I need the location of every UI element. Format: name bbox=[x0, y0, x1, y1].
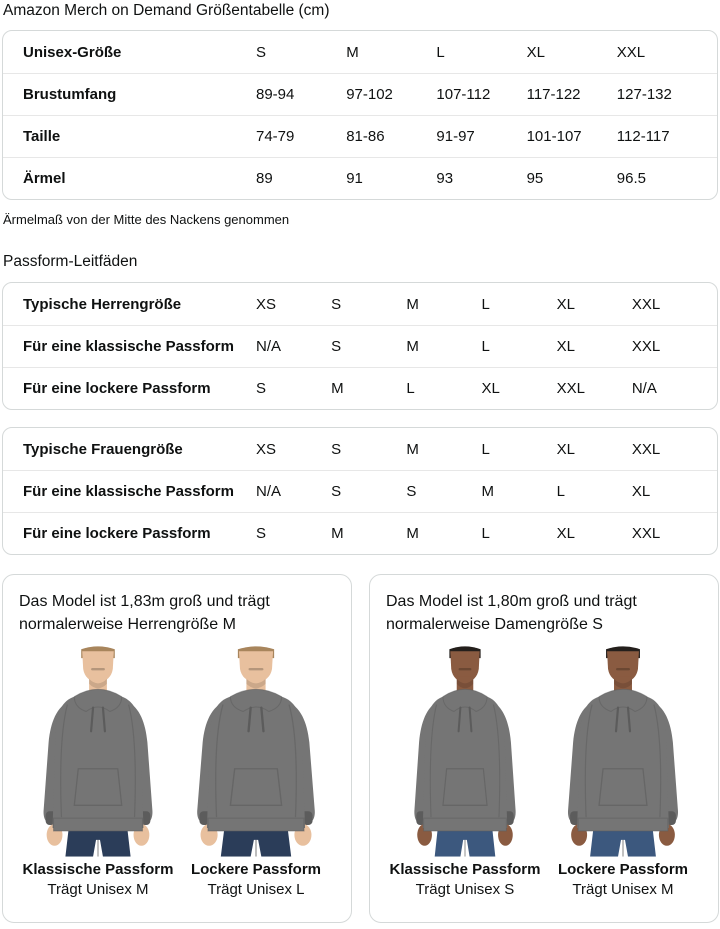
table-row bbox=[3, 115, 717, 157]
page-title: Amazon Merch on Demand Größentabelle (cm) bbox=[3, 2, 330, 19]
model-figures bbox=[386, 643, 702, 900]
cell-value: M bbox=[331, 380, 344, 397]
model-figure-classic bbox=[19, 643, 177, 900]
cell-value: XS bbox=[256, 295, 277, 313]
cell-value: 74-79 bbox=[256, 128, 295, 145]
cell-value: 97-102 bbox=[346, 86, 393, 103]
fit-table-men bbox=[2, 282, 718, 410]
cell-value: L bbox=[481, 338, 490, 355]
fit-label: Lockere Passform bbox=[557, 861, 689, 878]
fit-label: Lockere Passform bbox=[190, 861, 322, 878]
fit-label: Klassische Passform bbox=[22, 861, 174, 878]
cell-value: XXL bbox=[631, 295, 661, 313]
cell-value: XL bbox=[556, 295, 576, 313]
cell-value: M bbox=[481, 483, 494, 500]
row-label: Für eine klassische Passform bbox=[23, 338, 234, 355]
table-row bbox=[3, 428, 717, 470]
table-row bbox=[3, 283, 717, 325]
cell-value: 127-132 bbox=[616, 86, 672, 103]
figure-caption bbox=[390, 857, 541, 900]
model-figures bbox=[19, 643, 335, 900]
cell-value: 81-86 bbox=[346, 128, 385, 145]
fit-guides-heading: Passform-Leitfäden bbox=[3, 253, 138, 270]
size-label: Trägt Unisex S bbox=[415, 881, 515, 898]
female-classic-fit-photo bbox=[386, 643, 544, 857]
size-label: Trägt Unisex M bbox=[47, 881, 149, 898]
size-col-header: L bbox=[436, 43, 445, 61]
size-table-header-label: Unisex-Größe bbox=[23, 43, 122, 61]
cell-value: L bbox=[481, 525, 490, 542]
cell-value: 91 bbox=[346, 170, 363, 187]
cell-value: 93 bbox=[436, 170, 454, 187]
row-label: Ärmel bbox=[23, 170, 66, 187]
table-row bbox=[3, 31, 717, 73]
cell-value: M bbox=[406, 295, 419, 313]
cell-value: XL bbox=[556, 440, 576, 458]
cell-value: N/A bbox=[256, 338, 282, 355]
model-card-women bbox=[369, 574, 719, 923]
table-row bbox=[3, 157, 717, 199]
cell-value: XL bbox=[631, 483, 651, 500]
cell-value: S bbox=[406, 483, 417, 500]
model-figure-loose bbox=[177, 643, 335, 900]
model-cards bbox=[2, 574, 718, 929]
size-col-header: XL bbox=[526, 43, 545, 61]
fit-table-women bbox=[2, 427, 718, 555]
table-row bbox=[3, 325, 717, 367]
size-col-header: M bbox=[346, 43, 359, 61]
cell-value: M bbox=[406, 525, 419, 542]
row-label: Für eine klassische Passform bbox=[23, 483, 234, 500]
size-table bbox=[2, 30, 718, 200]
cell-value: 89 bbox=[256, 170, 273, 187]
figure-caption bbox=[23, 857, 174, 900]
row-label: Für eine lockere Passform bbox=[23, 380, 211, 397]
cell-value: XXL bbox=[631, 525, 661, 542]
cell-value: 96.5 bbox=[616, 170, 646, 187]
cell-value: M bbox=[331, 525, 344, 542]
cell-value: L bbox=[481, 295, 490, 313]
male-classic-fit-photo bbox=[19, 643, 177, 857]
cell-value: XL bbox=[556, 338, 576, 355]
row-label: Typische Herrengröße bbox=[23, 295, 182, 313]
row-label: Typische Frauengröße bbox=[23, 440, 183, 458]
row-label: Für eine lockere Passform bbox=[23, 525, 211, 542]
table-row bbox=[3, 367, 717, 409]
cell-value: S bbox=[331, 295, 342, 313]
cell-value: 112-117 bbox=[616, 128, 670, 145]
male-loose-fit-photo bbox=[177, 643, 335, 857]
model-figure-classic bbox=[386, 643, 544, 900]
table-row bbox=[3, 512, 717, 554]
cell-value: 89-94 bbox=[256, 86, 295, 103]
figure-caption bbox=[558, 857, 688, 900]
cell-value: 107-112 bbox=[436, 86, 491, 103]
cell-value: N/A bbox=[256, 483, 282, 500]
cell-value: S bbox=[256, 380, 267, 397]
cell-value: S bbox=[331, 483, 342, 500]
size-label: Trägt Unisex L bbox=[207, 881, 305, 898]
size-label: Trägt Unisex M bbox=[572, 881, 674, 898]
model-description: Das Model ist 1,80m groß und trägt normalerweise Damengröße S bbox=[386, 593, 637, 633]
cell-value: S bbox=[256, 525, 267, 542]
female-loose-fit-photo bbox=[544, 643, 702, 857]
cell-value: S bbox=[331, 338, 342, 355]
cell-value: 101-107 bbox=[526, 128, 582, 145]
cell-value: M bbox=[406, 338, 419, 355]
row-label: Brustumfang bbox=[23, 86, 117, 103]
table-row bbox=[3, 73, 717, 115]
cell-value: S bbox=[331, 440, 342, 458]
cell-value: N/A bbox=[631, 380, 657, 397]
size-col-header: S bbox=[256, 43, 267, 61]
cell-value: 95 bbox=[526, 170, 544, 187]
cell-value: XXL bbox=[631, 440, 661, 458]
cell-value: 91-97 bbox=[436, 128, 475, 145]
model-description: Das Model ist 1,83m groß und trägt normalerweise Herrengröße M bbox=[19, 593, 270, 633]
cell-value: M bbox=[406, 440, 419, 458]
cell-value: L bbox=[556, 483, 565, 500]
sleeve-measure-footnote: Ärmelmaß von der Mitte des Nackens genommen bbox=[3, 212, 290, 227]
cell-value: 117-122 bbox=[526, 86, 581, 103]
fit-label: Klassische Passform bbox=[389, 861, 541, 878]
cell-value: L bbox=[481, 440, 490, 458]
size-col-header: XXL bbox=[616, 43, 646, 61]
cell-value: XXL bbox=[631, 338, 661, 355]
cell-value: XL bbox=[556, 525, 576, 542]
cell-value: XS bbox=[256, 440, 277, 458]
cell-value: XL bbox=[481, 380, 500, 397]
table-row bbox=[3, 470, 717, 512]
cell-value: L bbox=[406, 380, 415, 397]
row-label: Taille bbox=[23, 128, 61, 145]
figure-caption bbox=[191, 857, 321, 900]
model-figure-loose bbox=[544, 643, 702, 900]
model-card-men bbox=[2, 574, 352, 923]
cell-value: XXL bbox=[556, 380, 586, 397]
